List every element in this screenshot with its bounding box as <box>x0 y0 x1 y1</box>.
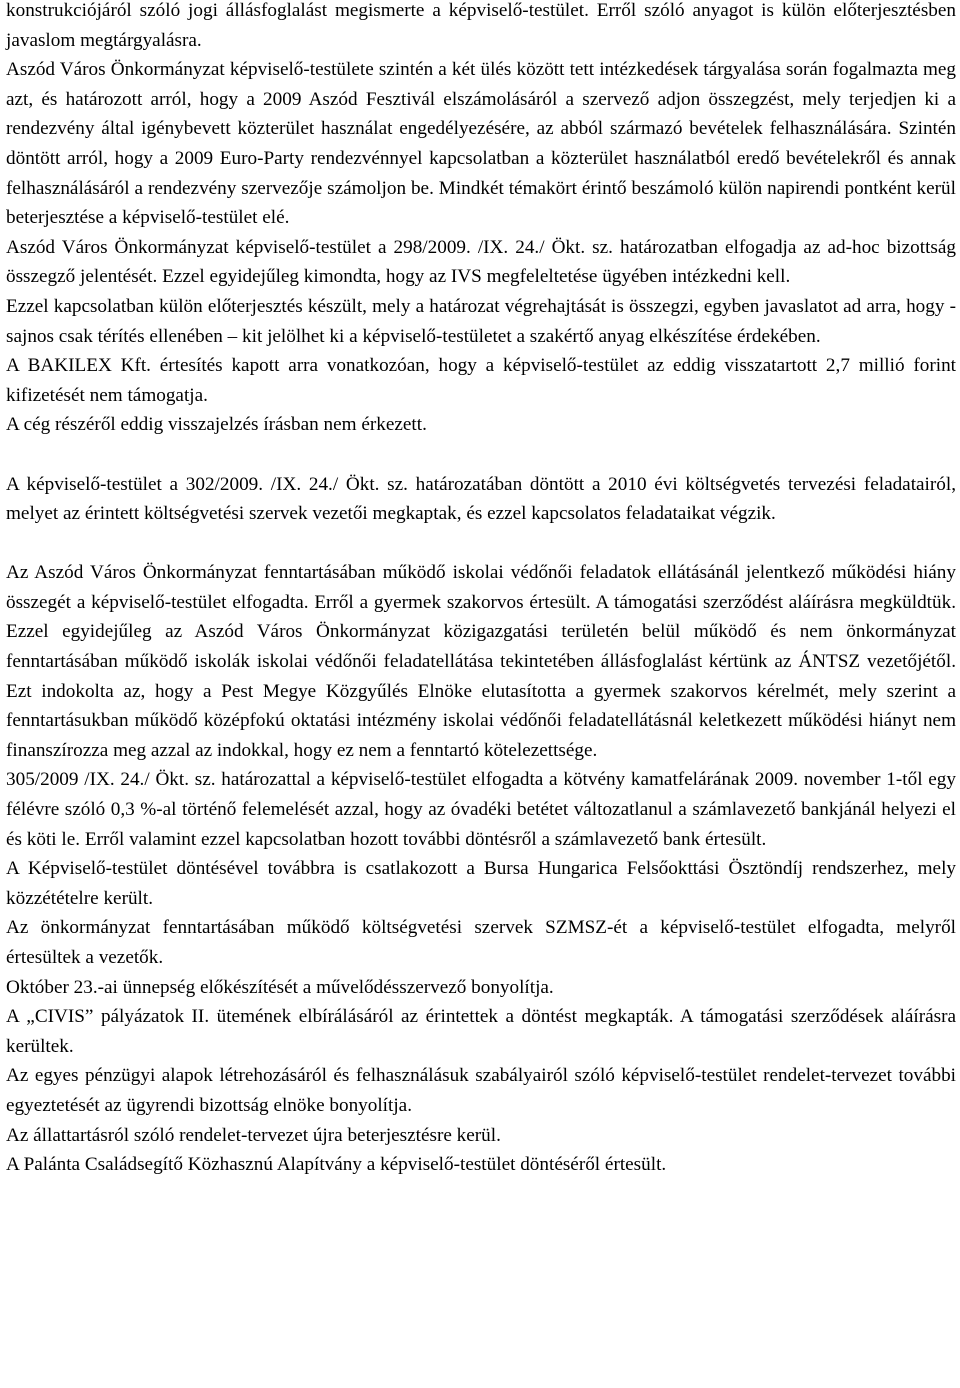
paragraph-adhoc-committee: Aszód Város Önkormányzat képviselő-testület a 298/2009. /IX. 24./ Ökt. sz. határozatban elfogadja az ad-hoc bizottság összegző jelentését. Ezzel egyidejűleg kimondta, hogy az IVS megfeleltetése ügyében intézkedni kell. <box>6 236 956 288</box>
paragraph-bakilex: A BAKILEX Kft. értesítés kapott arra vonatkozóan, hogy a képviselő-testület az eddig visszatartott 2,7 millió forint kifizetését nem támogatja. <box>6 355 956 406</box>
paragraph-bond-interest: 305/2009 /IX. 24./ Ökt. sz. határozattal a képviselő-testület elfogadta a kötvény kamatfelárának 2009. november 1-től egy félévre szóló 0,3 %-al történő felemelését azzal, hogy az óvadéki betétet változatlanul a számlavezető bankjánál helyezi el és köti le. Erről valamint ezzel kapcsolatban hozott további döntésről a számlavezető bank értesült. <box>6 769 956 850</box>
paragraph-legal-opinion: konstrukciójáról szóló jogi állásfoglalást megismerte a képviselő-testület. Erről szóló anyagot is külön előterjesztésben javaslom megtárgyalásra. <box>6 0 956 51</box>
paragraph-festival-settlement: Aszód Város Önkormányzat képviselő-testülete szintén a két ülés között tett intézkedések tárgyalása során fogalmazta meg azt, és határozott arról, hogy a 2009 Aszód Fesztivál elszámolásáról a szervező adjon összegzést, mely terjedjen ki a rendezvény által igénybevett közterület használat engedélyezésére, az abból származó bevételek felhasználására. Szintén döntött arról, hogy a 2009 Euro-Party rendezvénnyel kapcsolatban a közterület használatból eredő bevételekről és annak felhasználásáról a rendezvény szervezője számoljon be. Mindkét témakört érintő beszámoló külön napirendi pontként kerül beterjesztése a képviselő-testület elé. <box>6 59 956 229</box>
paragraph-civis: A „CIVIS” pályázatok II. ütemének elbírálásáról az érintettek a döntést megkapták. A támogatási szerződések aláírásra kerültek. <box>6 1006 956 1057</box>
document-page <box>6 0 956 1180</box>
paragraph-company-response: A cég részéről eddig visszajelzés írásban nem érkezett. <box>6 414 427 436</box>
paragraph-animal-keeping: Az állattartásról szóló rendelet-tervezet újra beterjesztésre kerül. <box>6 1124 501 1146</box>
paragraph-szmsz: Az önkormányzat fenntartásában működő költségvetési szervek SZMSZ-ét a képviselő-testület elfogadta, melyről értesültek a vezetők. <box>6 917 956 968</box>
paragraph-palanta: A Palánta Családsegítő Közhasznú Alapítvány a képviselő-testület döntéséről értesült. <box>6 1154 667 1176</box>
paragraph-october-23: Október 23.-ai ünnepség előkészítését a művelődésszervező bonyolítja. <box>6 976 554 998</box>
paragraph-bursa-hungarica: A Képviselő-testület döntésével továbbra is csatlakozott a Bursa Hungarica Felsőokttási Ösztöndíj rendszerhez, mely közzétételre került. <box>6 858 956 909</box>
paragraph-school-nurse: Az Aszód Város Önkormányzat fenntartásában működő iskolai védőnői feladatok ellátásánál jelentkező működési hiány összegét a képviselő-testület elfogadta. Erről a gyermek szakorvos értesült. A támogatási szerződést aláírásra megküldtük. Ezzel egyidejűleg az Aszód Város Önkormányzat közigazgatási területén belül működő és nem önkormányzat fenntartásában működő iskolák iskolai védőnői feladatellátása tekintetében állásfoglalást kértünk az ÁNTSZ vezetőjétől. Ezt indokolta az, hogy a Pest Megye Közgyűlés Elnöke elutasította a gyermek szakorvos kérelmét, mely szerint a fenntartásukban működő középfokú oktatási intézmény iskolai védőnői feladatellátásnál keletkezett működési hiányt nem finanszírozza meg azzal az indokkal, hogy ez nem a fenntartó kötelezettsége. <box>6 562 956 761</box>
paragraph-budget-2010: A képviselő-testület a 302/2009. /IX. 24./ Ökt. sz. határozatában döntött a 2010 évi költségvetés tervezési feladatairól, melyet az érintett költségvetési szervek vezetői megkaptak, és ezzel kapcsolatos feladataikat végzik. <box>6 473 956 525</box>
paragraph-proposal: Ezzel kapcsolatban külön előterjesztés készült, mely a határozat végrehajtását is összegzi, egyben javaslatot ad arra, hogy - sajnos csak térítés ellenében – kit jelölhet ki a képviselő-testületet a szakértő anyag elkészítése érdekében. <box>6 295 956 347</box>
paragraph-financial-funds: Az egyes pénzügyi alapok létrehozásáról és felhasználásuk szabályairól szóló képviselő-testület rendelet-tervezet további egyeztetését az ügyrendi bizottság elnöke bonyolítja. <box>6 1065 956 1116</box>
